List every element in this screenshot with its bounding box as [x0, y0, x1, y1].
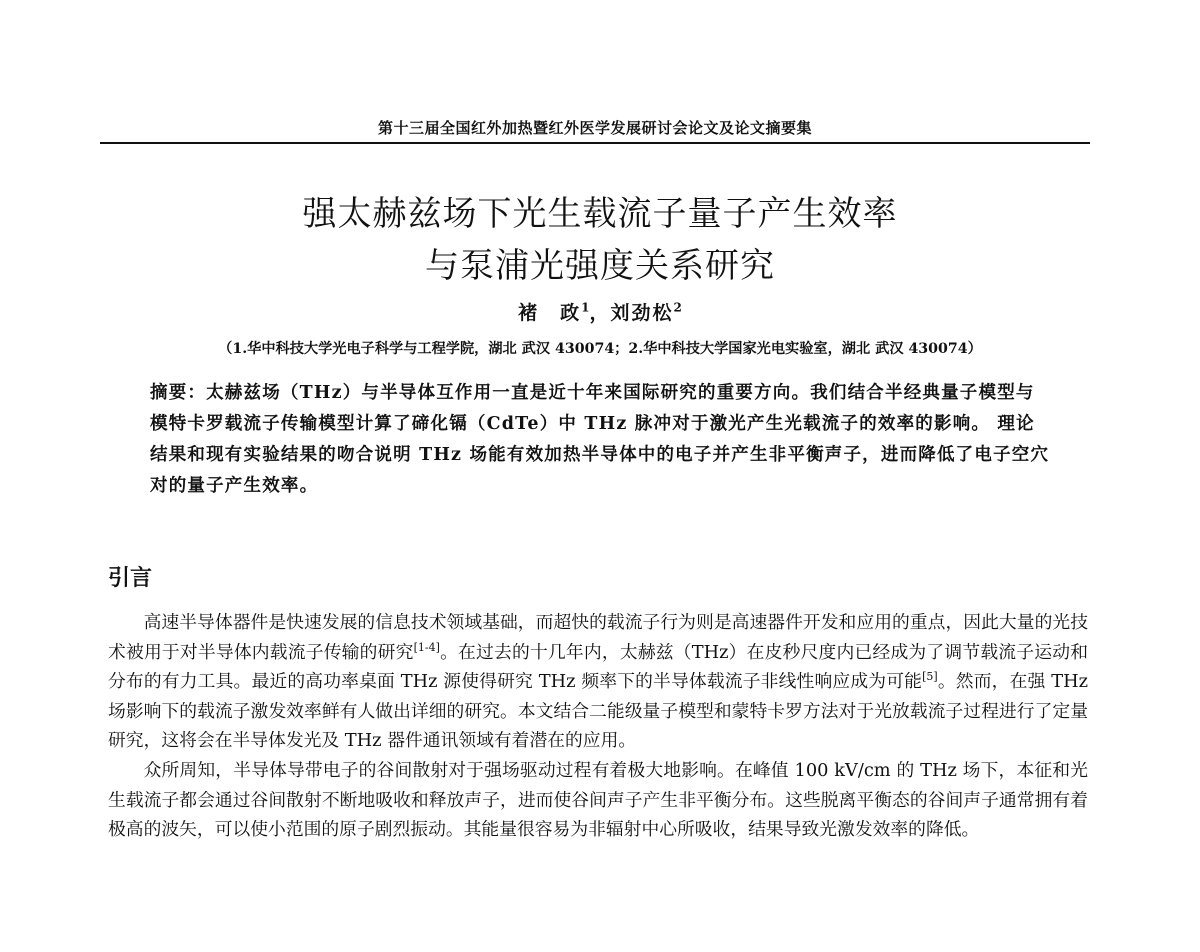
paragraph-1-part-3: 。然而，在强 THz 场影响下的载流子激发效率鲜有人做出详细的研究。本文结合二能级量子模型和蒙特卡罗方法对于光放载流子过程进行了定量研究，这将会在半导体发光及 THz 器件通讯领域有着潜在的应用。 — [108, 671, 1088, 752]
paragraph-1-part-2: 。在过去的十几年内，太赫兹（THz）在皮秒尺度内已经成为了调节载流子运动和分布的有力工具。最近的高功率桌面 THz 源使得研究 THz 频率下的半导体载流子非线性响应成为可能 — [108, 641, 1088, 693]
author-separator: ， — [589, 302, 611, 324]
body-text — [108, 608, 1088, 845]
abstract-text: 太赫兹场（THz）与半导体互作用一直是近十年来国际研究的重要方向。我们结合半经典量子模型与模特卡罗载流子传输模型计算了碲化镉（CdTe）中 THz 脉冲对于激光产生光载流子的效率的影响。 理论结果和现有实验结果的吻合说明 THz 场能有效加热半导体中的电子并产生非平衡声子，进而降低了电子空穴对的量子产生效率。 — [150, 383, 1050, 496]
paragraph-2: 众所周知，半导体导带电子的谷间散射对于强场驱动过程有着极大地影响。在峰值 100 kV/cm 的 THz 场下，本征和光生载流子都会通过谷间散射不断地吸收和释放声子，进而使谷间声子产生非平衡分布。这些脱离平衡态的谷间声子通常拥有着极高的波矢，可以使小范围的原子剧烈振动。其能量很容易为非辐射中心所吸收，结果导致光激发效率的降低。 — [108, 759, 1088, 841]
paper-title-line-1: 强太赫兹场下光生载流子量子产生效率 — [302, 194, 898, 234]
author-2-name: 刘劲松 — [610, 302, 674, 324]
author-1-name: 褚 政 — [518, 302, 582, 324]
citation-5[interactable]: [5] — [922, 670, 938, 684]
author-2-affiliation-mark: 2 — [673, 300, 682, 315]
paragraph-1-part-1: 高速半导体器件是快速发展的信息技术领域基础，而超快的载流子行为则是高速器件开发和应用的重点，因此大量的光技术被用于对半导体内载流子传输的研究 — [108, 612, 1088, 663]
paper-title-line-2: 与泵浦光强度关系研究 — [425, 246, 775, 286]
section-heading-introduction: 引言 — [108, 566, 153, 591]
header-rule — [100, 142, 1090, 144]
paragraph-1 — [108, 608, 1088, 756]
author-list — [100, 298, 1100, 325]
abstract-block — [150, 378, 1050, 502]
abstract-label: 摘要： — [150, 383, 207, 403]
affiliation-line: （1.华中科技大学光电子科学与工程学院，湖北 武汉 430074；2.华中科技大学国家光电实验室，湖北 武汉 430074） — [218, 341, 982, 357]
running-header: 第十三届全国红外加热暨红外医学发展研讨会论文及论文摘要集 — [377, 119, 812, 137]
author-1-affiliation-mark: 1 — [581, 300, 590, 315]
citation-1-4[interactable]: [1-4] — [413, 640, 440, 654]
